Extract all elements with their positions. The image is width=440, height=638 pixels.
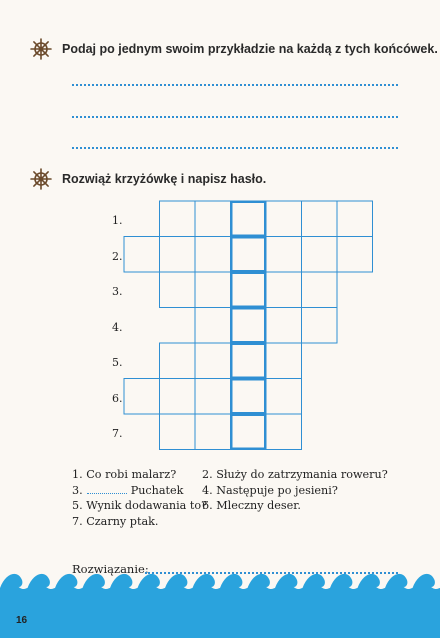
task-2-title: Rozwiąż krzyżówkę i napisz hasło. <box>62 172 267 186</box>
row-number-2: 2. <box>112 249 123 263</box>
crossword-cell[interactable] <box>160 201 196 237</box>
crossword-cell[interactable] <box>337 201 373 237</box>
crossword-cell[interactable] <box>231 201 267 237</box>
crossword-cell[interactable] <box>160 272 196 308</box>
crossword-cell[interactable] <box>231 379 267 415</box>
password-cell[interactable] <box>232 238 266 272</box>
crossword-cell[interactable] <box>195 272 231 308</box>
crossword-cell[interactable] <box>195 201 231 237</box>
crossword-cell[interactable] <box>160 414 196 450</box>
crossword-cell[interactable] <box>266 379 302 415</box>
crossword-cell[interactable] <box>231 308 267 344</box>
crossword-cell[interactable] <box>266 308 302 344</box>
solution-label: Rozwiązanie: <box>72 562 149 576</box>
crossword-cell[interactable] <box>160 343 196 379</box>
password-cell[interactable] <box>232 415 266 449</box>
crossword-cell[interactable] <box>124 237 160 273</box>
row-number-5: 5. <box>112 356 123 369</box>
crossword-cell[interactable] <box>302 201 338 237</box>
password-cell[interactable] <box>232 309 266 343</box>
password-cell[interactable] <box>232 202 266 236</box>
task-1-title: Podaj po jednym swoim przykładzie na każdą z tych końcówek. <box>62 42 438 56</box>
crossword-cell[interactable] <box>231 272 267 308</box>
crossword-cell[interactable] <box>302 237 338 273</box>
password-cell[interactable] <box>232 344 266 378</box>
clue-3 <box>72 484 183 497</box>
crossword-cell[interactable] <box>266 414 302 450</box>
crossword-cell[interactable] <box>124 379 160 415</box>
row-number-1: 1. <box>112 214 123 227</box>
clue-1: 1. Co robi malarz? <box>72 468 177 481</box>
crossword-cell[interactable] <box>195 308 231 344</box>
wave-footer <box>0 566 440 638</box>
row-number-4: 4. <box>112 320 123 334</box>
crossword-cell[interactable] <box>231 237 267 273</box>
crossword-cell[interactable] <box>160 379 196 415</box>
clue-5: 5. Wynik dodawania to? <box>72 499 208 512</box>
password-cell[interactable] <box>232 380 266 414</box>
page-number: 16 <box>16 615 28 626</box>
clue-3-blank[interactable] <box>87 484 127 494</box>
crossword-cell[interactable] <box>231 343 267 379</box>
crossword-cell[interactable] <box>266 201 302 237</box>
crossword-cell[interactable] <box>195 414 231 450</box>
row-number-7: 7. <box>112 427 123 440</box>
clue-6: 6. Mleczny deser. <box>202 499 301 512</box>
crossword-cell[interactable] <box>337 237 373 273</box>
password-cell[interactable] <box>232 273 266 307</box>
crossword-cell[interactable] <box>195 379 231 415</box>
crossword-cell[interactable] <box>160 237 196 273</box>
clue-4: 4. Następuje po jesieni? <box>202 484 338 497</box>
row-number-6: 6. <box>112 391 123 405</box>
crossword-cell[interactable] <box>266 272 302 308</box>
clue-3-text: Puchatek <box>130 484 184 497</box>
crossword-cell[interactable] <box>195 343 231 379</box>
crossword-cell[interactable] <box>302 308 338 344</box>
crossword-cell[interactable] <box>266 343 302 379</box>
crossword-cell[interactable] <box>302 272 338 308</box>
crossword-cell[interactable] <box>231 414 267 450</box>
crossword-cell[interactable] <box>195 237 231 273</box>
clue-3-number: 3. <box>72 484 83 497</box>
clue-7: 7. Czarny ptak. <box>72 515 159 528</box>
row-number-3: 3. <box>112 285 123 298</box>
crossword-cell[interactable] <box>266 237 302 273</box>
clue-2: 2. Służy do zatrzymania roweru? <box>202 468 388 481</box>
